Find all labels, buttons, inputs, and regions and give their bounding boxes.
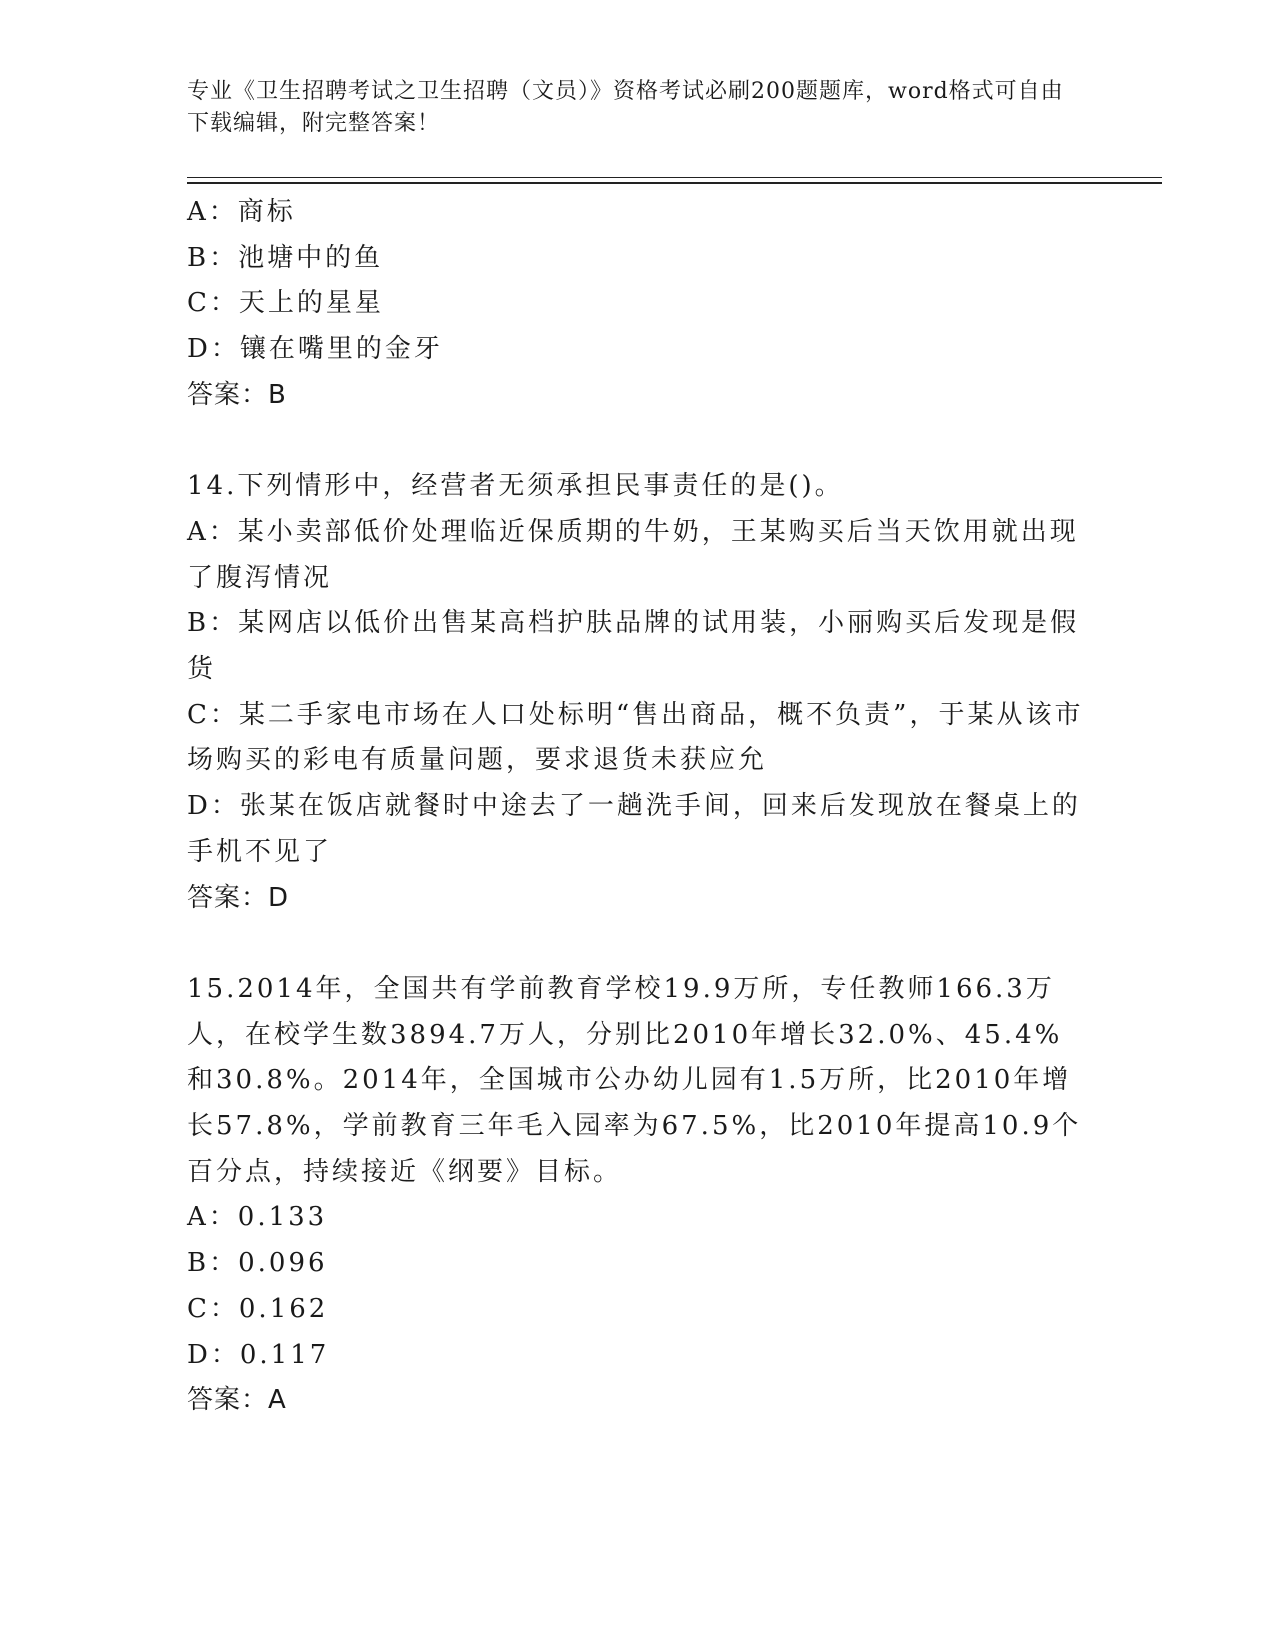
question-15	[187, 967, 1087, 1424]
answer: 答案：D	[187, 882, 290, 913]
document-body	[187, 190, 1087, 1424]
answer: 答案：A	[187, 1385, 287, 1416]
question-text: 14.下列情形中，经营者无须承担民事责任的是()。	[187, 471, 844, 502]
option-b: B：0.096	[187, 1248, 328, 1279]
spacer	[187, 419, 1087, 465]
option-c: C：某二手家电市场在人口处标明“售出商品，概不负责”，于某从该市场购买的彩电有质量问题，要求退货未获应允	[187, 699, 1084, 776]
option-b: B：某网店以低价出售某高档护肤品牌的试用装，小丽购买后发现是假货	[187, 608, 1080, 685]
option-b: B：池塘中的鱼	[187, 242, 384, 273]
option-c: C：0.162	[187, 1293, 329, 1324]
option-a: A：某小卖部低价处理临近保质期的牛奶，王某购买后当天饮用就出现了腹泻情况	[187, 516, 1079, 593]
header-rule-thick	[187, 182, 1162, 184]
spacer	[187, 921, 1087, 967]
option-a: A：商标	[187, 197, 296, 227]
question-13	[187, 190, 1087, 419]
answer: 答案：B	[187, 379, 287, 410]
option-d: D：镶在嘴里的金牙	[187, 334, 443, 365]
option-d: D：张某在饭店就餐时中途去了一趟洗手间，回来后发现放在餐桌上的手机不见了	[187, 791, 1081, 867]
option-d: D：0.117	[187, 1339, 330, 1370]
question-text: 15.2014年，全国共有学前教育学校19.9万所，专任教师166.3万人，在校学生数3894.7万人，分别比2010年增长32.0%、45.4%和30.8%。2014年，全国城市公办幼儿园有1.5万所，比2010年增长57.8%，学前教育三年毛入园率为67.5%，比2010年提高10.9个百分点，持续接近《纲要》目标。	[187, 973, 1082, 1187]
option-a: A：0.133	[187, 1202, 328, 1233]
document-header: 专业《卫生招聘考试之卫生招聘（文员）》资格考试必刷200题题库，word格式可自由下载编辑，附完整答案！	[187, 79, 1064, 136]
question-14	[187, 464, 1087, 921]
option-c: C：天上的星星	[187, 288, 384, 319]
header-rule-thin	[187, 177, 1162, 178]
